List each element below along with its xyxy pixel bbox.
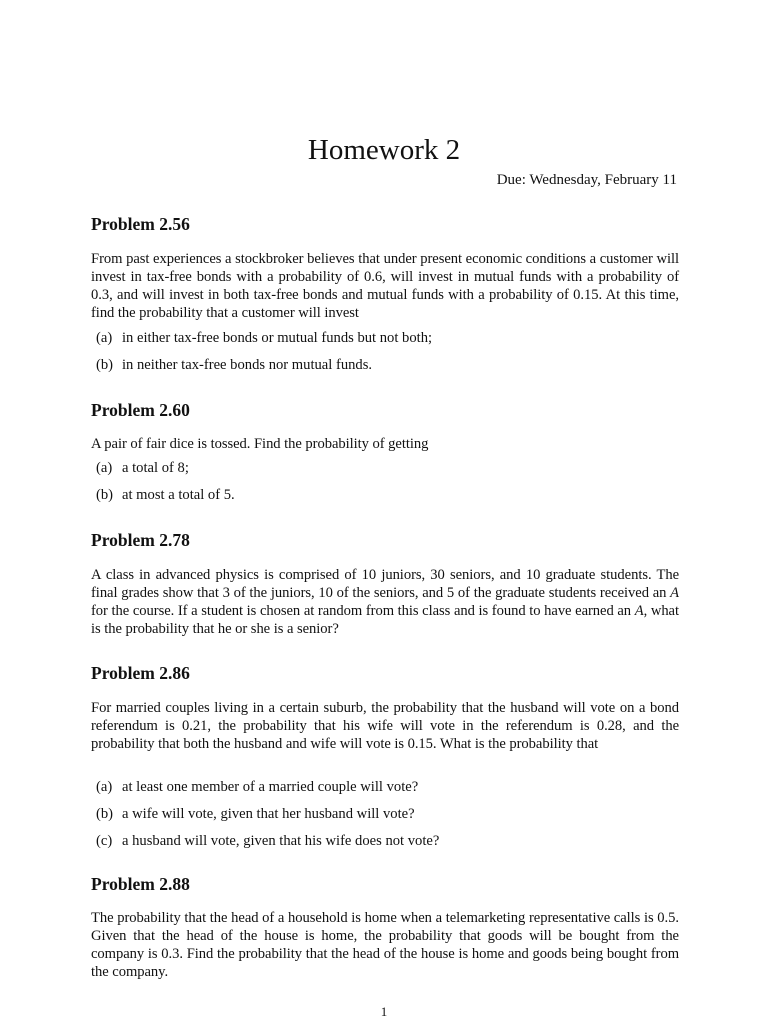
- problem-part-b: [96, 356, 676, 383]
- part-text: at most a total of 5.: [122, 487, 235, 503]
- part-text: a wife will vote, given that her husband will vote?: [122, 806, 415, 822]
- problem-text: A pair of fair dice is tossed. Find the probability of getting: [91, 436, 429, 452]
- problem-part-a: [96, 329, 676, 356]
- problem-parts: [96, 459, 676, 513]
- part-label: (b): [96, 487, 114, 503]
- problem-text: From past experiences a stockbroker believes that under present economic conditions a customer will invest in tax-free bonds with a probability of 0.6, will invest in mutual funds with a probability of 0.3, and will invest in both tax-free bonds and mutual funds with a probability of 0.15. At this time, find the probability that a customer will invest: [91, 251, 679, 321]
- due-date: Due: Wednesday, February 11: [496, 172, 677, 188]
- problem-part-b: [96, 805, 676, 832]
- problem-text-part: for the course. If a student is chosen at random from this class and is found to have earned an: [91, 603, 635, 619]
- part-text: in either tax-free bonds or mutual funds but not both;: [122, 330, 433, 346]
- problem-heading: Problem 2.88: [91, 874, 190, 894]
- problem-heading: Problem 2.60: [91, 400, 190, 420]
- problem-heading: Problem 2.78: [91, 530, 190, 550]
- part-label: (b): [96, 357, 114, 373]
- problem-heading: Problem 2.56: [91, 214, 190, 234]
- problem-parts: [96, 778, 676, 859]
- part-text: at least one member of a married couple will vote?: [122, 779, 419, 795]
- grade-symbol: A: [670, 585, 679, 601]
- part-text: in neither tax-free bonds nor mutual funds.: [122, 357, 373, 373]
- part-label: (b): [96, 806, 114, 822]
- problem-text: The probability that the head of a household is home when a telemarketing representative calls is 0.5. Given that the head of the house is home, the probability that goods will be bought from the company is 0.3. Find the probability that the head of the house is home and goods being bought from the company.: [91, 910, 679, 980]
- part-text: a total of 8;: [122, 460, 189, 476]
- problem-text: [91, 566, 679, 638]
- problem-part-c: [96, 832, 676, 859]
- part-label: (a): [96, 460, 113, 476]
- problem-text: For married couples living in a certain suburb, the probability that the husband will vote on a bond referendum is 0.21, the probability that his wife will vote in the referendum is 0.28, and the probability that both the husband and wife will vote is 0.15. What is the probability that: [91, 700, 679, 752]
- problem-part-a: [96, 459, 676, 486]
- part-label: (c): [96, 833, 113, 849]
- part-label: (a): [96, 779, 113, 795]
- problem-part-b: [96, 486, 676, 513]
- page-number: 1: [380, 1004, 388, 1019]
- problem-text-part: , what is the probability that he or she is a senior?: [91, 603, 679, 637]
- problem-text-part: A class in advanced physics is comprised of 10 juniors, 30 seniors, and 10 graduate students. The final grades show that 3 of the juniors, 10 of the seniors, and 5 of the graduate students received an: [91, 567, 679, 601]
- part-text: a husband will vote, given that his wife does not vote?: [122, 833, 440, 849]
- grade-symbol: A: [634, 603, 644, 619]
- problem-part-a: [96, 778, 676, 805]
- document-title: Homework 2: [307, 134, 461, 166]
- part-label: (a): [96, 330, 113, 346]
- problem-heading: Problem 2.86: [91, 663, 190, 683]
- problem-parts: [96, 329, 676, 383]
